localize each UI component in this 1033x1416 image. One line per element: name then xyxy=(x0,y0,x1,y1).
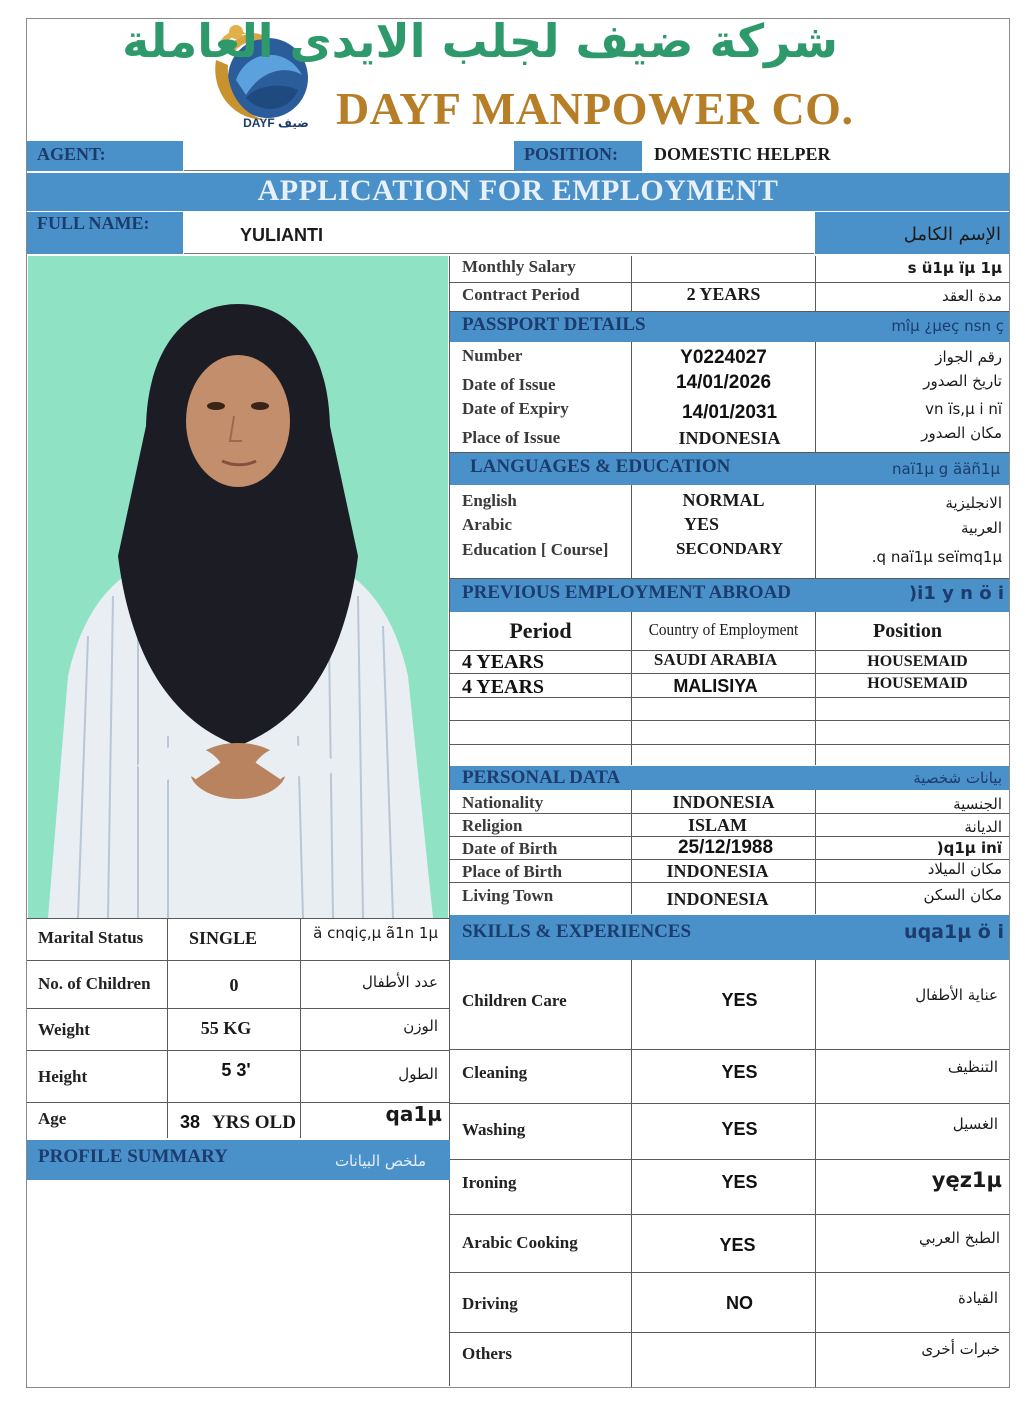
passport-section-arabic: mîµ ¿µeç nsn ç xyxy=(891,317,1004,335)
skill-ironing-value: YES xyxy=(721,1172,758,1192)
weight-arabic: الوزن xyxy=(403,1017,438,1035)
employment-row-2-position: HOUSEMAID xyxy=(867,675,968,692)
pob-value: INDONESIA xyxy=(666,861,769,881)
photo-right-border xyxy=(449,256,450,1386)
living-town-arabic: مكان السكن xyxy=(923,886,1002,904)
previous-employment-title: PREVIOUS EMPLOYMENT ABROAD xyxy=(462,582,792,603)
pob-arabic: مكان الميلاد xyxy=(927,860,1002,878)
col-header-period: Period xyxy=(509,618,572,643)
row-line xyxy=(450,282,1009,283)
position-label: POSITION: xyxy=(524,144,619,164)
employment-row-1-period: 4 YEARS xyxy=(462,651,545,673)
row-line xyxy=(27,1008,450,1009)
row-line xyxy=(450,813,1009,814)
skill-cleaning-label: Cleaning xyxy=(462,1063,528,1082)
skill-driving-label: Driving xyxy=(462,1294,518,1313)
passport-number-label: Number xyxy=(462,346,523,365)
logo-caption: DAYF ضيف xyxy=(243,116,309,130)
form-title: APPLICATION FOR EMPLOYMENT xyxy=(257,174,779,207)
arabic-arabic: العربية xyxy=(961,519,1002,537)
profile-summary-arabic: ملخص البيانات xyxy=(334,1152,426,1170)
skill-ironing-label: Ironing xyxy=(462,1173,517,1192)
col-header-country: Country of Employment xyxy=(648,620,799,639)
issue-date-arabic: تاريخ الصدور xyxy=(923,372,1002,390)
skill-arabic-cooking-arabic: الطبخ العربي xyxy=(919,1229,1000,1247)
agent-label: AGENT: xyxy=(37,144,106,164)
row-line xyxy=(450,744,1009,745)
position-value: DOMESTIC HELPER xyxy=(654,144,831,164)
languages-section-arabic: naï1µ g ääñ1µ xyxy=(892,460,1000,478)
row-line xyxy=(450,1049,1009,1050)
age-suffix: YRS OLD xyxy=(212,1112,296,1133)
marital-status-label: Marital Status xyxy=(38,928,144,947)
employment-row-2-country: MALISIYA xyxy=(673,676,758,696)
skills-section-arabic: uqa1µ ö i xyxy=(904,921,1004,943)
education-arabic: .q naï1µ seïmq1µ xyxy=(871,548,1002,566)
company-name-english: DAYF MANPOWER CO. xyxy=(336,83,854,134)
age-number: 38 xyxy=(180,1112,201,1132)
row-line xyxy=(450,1332,1009,1333)
full-name-value: YULIANTI xyxy=(240,225,323,245)
expiry-date-label: Date of Expiry xyxy=(462,399,569,418)
religion-value: ISLAM xyxy=(687,815,747,835)
skill-driving-value: NO xyxy=(726,1293,753,1313)
full-name-label: FULL NAME: xyxy=(37,213,150,233)
skill-cleaning-value: YES xyxy=(721,1062,758,1082)
salary-arabic: s ü1µ ïµ 1µ xyxy=(907,259,1002,277)
height-value: 5 3' xyxy=(221,1060,251,1080)
contract-period-arabic: مدة العقد xyxy=(942,287,1002,305)
issue-place-label: Place of Issue xyxy=(462,428,561,447)
full-name-arabic: الإسم الكامل xyxy=(903,224,1001,245)
row-line xyxy=(450,720,1009,721)
age-label: Age xyxy=(38,1109,67,1128)
height-arabic: الطول xyxy=(398,1065,438,1083)
weight-value: 55 KG xyxy=(200,1018,252,1038)
personal-data-arabic: بيانات شخصية xyxy=(913,769,1002,787)
skill-children-care-label: Children Care xyxy=(462,991,567,1010)
passport-number-value: Y0224027 xyxy=(680,347,767,368)
row-line xyxy=(27,960,450,961)
nationality-arabic: الجنسية xyxy=(953,795,1002,813)
arabic-value: YES xyxy=(683,514,719,534)
skill-arabic-cooking-label: Arabic Cooking xyxy=(462,1233,578,1252)
contract-period-value: 2 YEARS xyxy=(686,284,761,304)
row-line xyxy=(450,882,1009,883)
english-value: NORMAL xyxy=(682,490,765,510)
living-town-label: Living Town xyxy=(462,886,554,905)
skill-ironing-arabic: yęz1µ xyxy=(931,1168,1002,1192)
education-value: SECONDARY xyxy=(675,539,784,558)
employment-row-2-period: 4 YEARS xyxy=(462,676,545,698)
english-arabic: الانجليزية xyxy=(945,494,1002,512)
languages-section-title: LANGUAGES & EDUCATION xyxy=(470,456,731,477)
issue-date-label: Date of Issue xyxy=(462,375,556,394)
children-value: 0 xyxy=(229,975,239,995)
expiry-date-arabic: vn ïs,µ i nï xyxy=(925,400,1002,418)
previous-employment-arabic: )i1 y n ö i xyxy=(908,583,1004,604)
marital-status-value: SINGLE xyxy=(188,928,258,948)
arabic-label: Arabic xyxy=(462,515,513,534)
profile-summary-content xyxy=(27,1181,449,1387)
issue-place-value: INDONESIA xyxy=(678,428,781,448)
col-header-position: Position xyxy=(873,620,942,642)
skill-children-care-value: YES xyxy=(721,990,758,1010)
skill-others-label: Others xyxy=(462,1344,513,1363)
skill-arabic-cooking-value: YES xyxy=(719,1235,756,1255)
height-label: Height xyxy=(38,1067,88,1086)
row-line xyxy=(27,918,450,919)
living-town-value: INDONESIA xyxy=(666,889,769,909)
passport-number-arabic: رقم الجواز xyxy=(935,348,1002,366)
religion-label: Religion xyxy=(462,816,523,835)
row-line xyxy=(450,1214,1009,1215)
issue-place-arabic: مكان الصدور xyxy=(921,424,1002,442)
nationality-label: Nationality xyxy=(462,793,544,812)
age-arabic: qa1µ xyxy=(385,1102,442,1126)
education-label: Education [ Course] xyxy=(462,540,609,559)
nationality-value: INDONESIA xyxy=(672,792,775,812)
agent-value xyxy=(184,141,514,171)
children-arabic: عدد الأطفال xyxy=(362,973,438,991)
contract-period-label: Contract Period xyxy=(462,285,580,304)
children-label: No. of Children xyxy=(38,974,151,993)
skill-washing-value: YES xyxy=(721,1119,758,1139)
row-line xyxy=(450,1272,1009,1273)
skill-washing-label: Washing xyxy=(462,1120,526,1139)
dob-arabic: )q1µ inï xyxy=(936,839,1002,857)
company-name-arabic: شركة ضيف لجلب الايدى العاملة xyxy=(122,14,838,68)
skill-washing-arabic: الغسيل xyxy=(952,1115,998,1133)
skills-section-title: SKILLS & EXPERIENCES xyxy=(462,921,692,942)
skill-cleaning-arabic: التنظيف xyxy=(947,1058,998,1076)
marital-status-arabic: ä cnqiç,µ ã1n 1µ xyxy=(313,924,438,942)
dob-label: Date of Birth xyxy=(462,839,558,858)
employment-row-1-position: HOUSEMAID xyxy=(867,653,968,670)
english-label: English xyxy=(462,491,517,510)
col-line-2 xyxy=(300,918,301,1138)
row-line xyxy=(450,1103,1009,1104)
pob-label: Place of Birth xyxy=(462,862,563,881)
passport-section-title: PASSPORT DETAILS xyxy=(462,314,646,335)
skill-children-care-arabic: عناية الأطفال xyxy=(915,986,998,1004)
personal-data-title: PERSONAL DATA xyxy=(462,767,621,788)
row-line xyxy=(27,1050,450,1051)
row-line xyxy=(450,1159,1009,1160)
employment-row-1-country: SAUDI ARABIA xyxy=(653,650,778,669)
religion-arabic: الديانة xyxy=(964,818,1002,836)
dob-value: 25/12/1988 xyxy=(677,837,774,858)
profile-summary-title: PROFILE SUMMARY xyxy=(38,1146,228,1167)
skill-others-arabic: خبرات أخرى xyxy=(921,1340,1000,1358)
expiry-date-value: 14/01/2031 xyxy=(681,402,778,423)
issue-date-value: 14/01/2026 xyxy=(675,372,772,393)
applicant-photo xyxy=(28,256,448,918)
skill-driving-arabic: القيادة xyxy=(958,1289,998,1307)
col-line-1 xyxy=(631,960,632,1387)
salary-label: Monthly Salary xyxy=(462,257,576,276)
weight-label: Weight xyxy=(38,1020,90,1039)
